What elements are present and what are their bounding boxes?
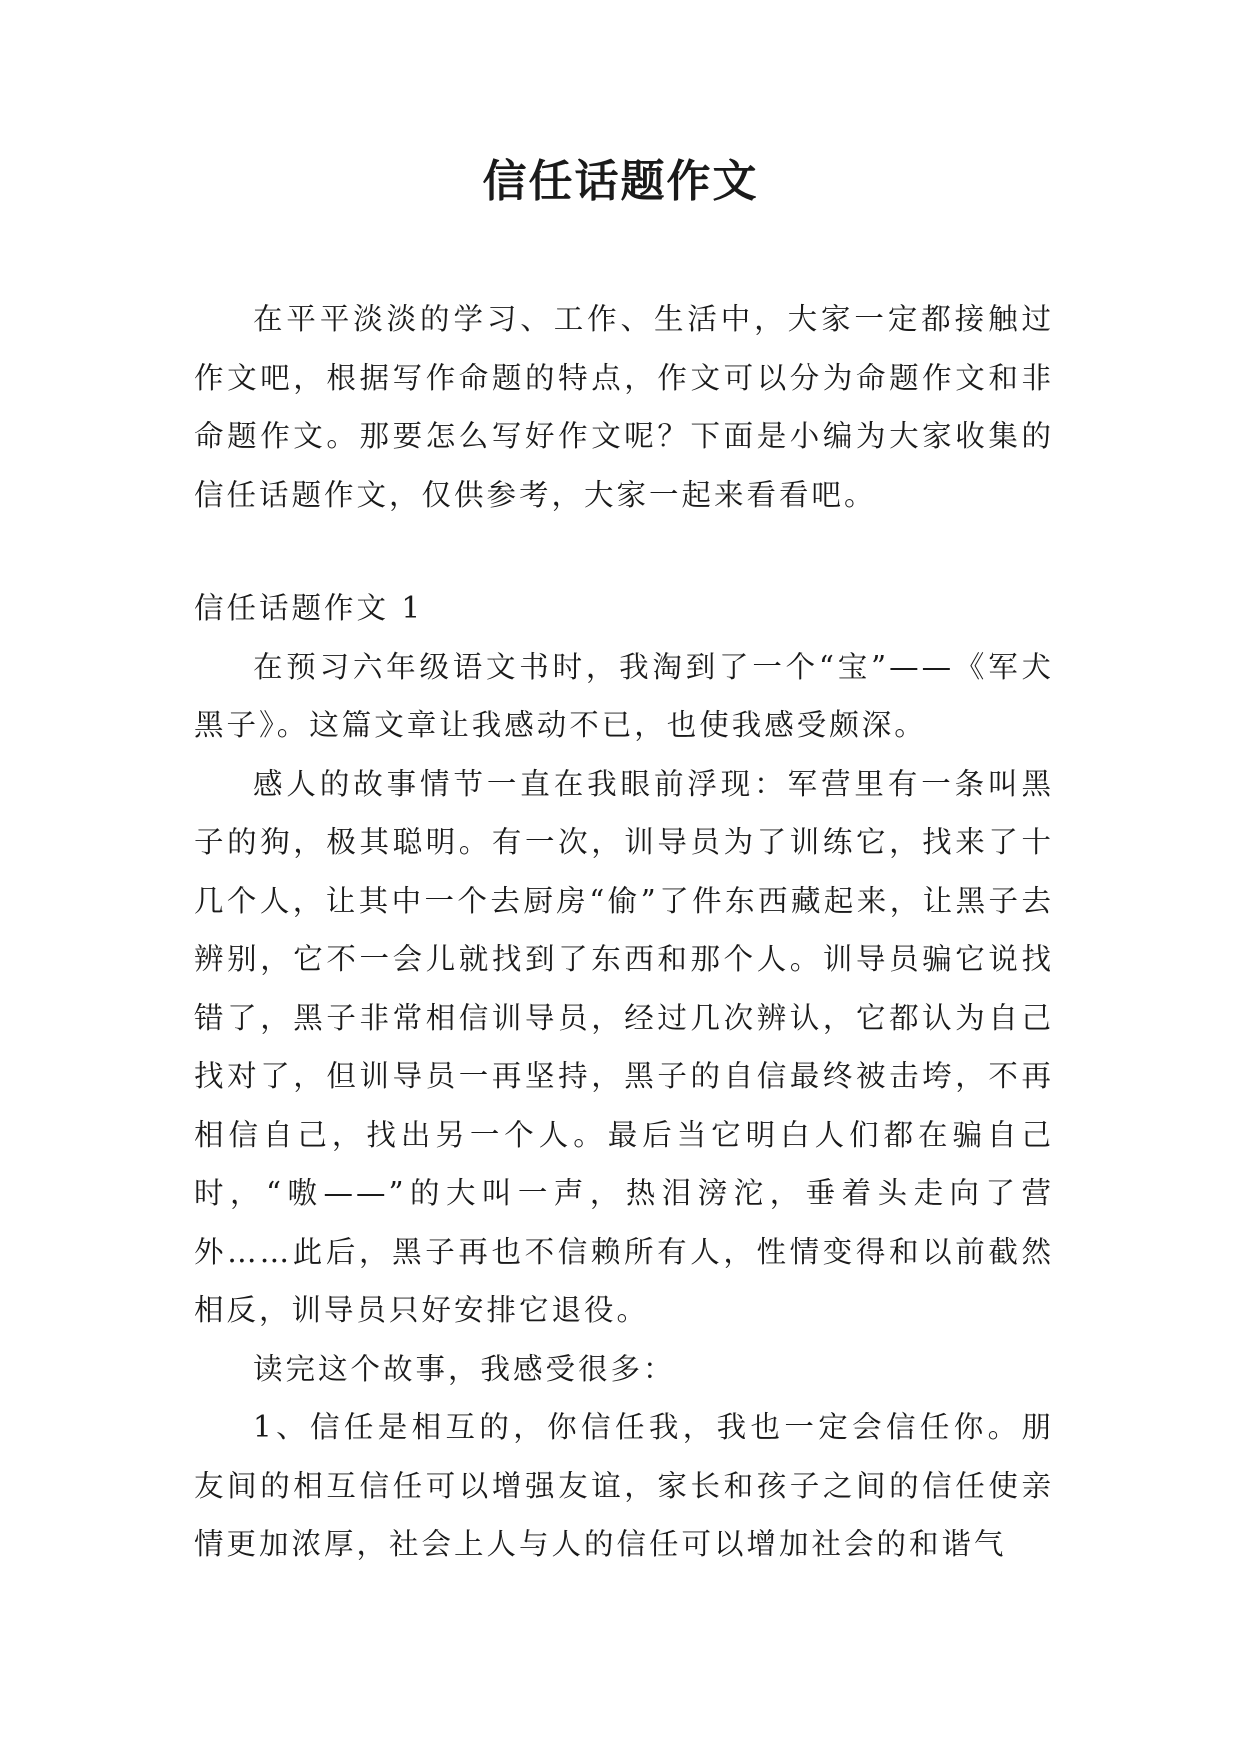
body-paragraph: 读完这个故事，我感受很多：	[253, 1351, 676, 1386]
body-paragraph: 在预习六年级语文书时，我淘到了一个“宝”——《军犬黑子》。这篇文章让我感动不已，也使我感受颇深。	[194, 649, 1054, 742]
document-title: 信任话题作文	[482, 156, 759, 207]
section-heading: 信任话题作文 1	[194, 591, 424, 625]
document-body	[194, 290, 1054, 1574]
body-paragraph: 感人的故事情节一直在我眼前浮现：军营里有一条叫黑子的狗，极其聪明。有一次，训导员为了训练它，找来了十几个人，让其中一个去厨房“偷”了件东西藏起来，让黑子去辨别，它不一会儿就找到了东西和那个人。训导员骗它说找错了，黑子非常相信训导员，经过几次辨认，它都认为自己找对了，但训导员一再坚持，黑子的自信最终被击垮，不再相信自己，找出另一个人。最后当它明白人们都在骗自己时，“嗷——”的大叫一声，热泪滂沱，垂着头走向了营外……此后，黑子再也不信赖所有人，性情变得和以前截然相反，训导员只好安排它退役。	[194, 766, 1054, 1327]
intro-paragraph: 在平平淡淡的学习、工作、生活中，大家一定都接触过作文吧，根据写作命题的特点，作文可以分为命题作文和非命题作文。那要怎么写好作文呢？下面是小编为大家收集的信任话题作文，仅供参考，大家一起来看看吧。	[194, 302, 1054, 512]
body-paragraph: 1、信任是相互的，你信任我，我也一定会信任你。朋友间的相互信任可以增强友谊，家长和孩子之间的信任使亲情更加浓厚，社会上人与人的信任可以增加社会的和谐气	[194, 1410, 1054, 1561]
